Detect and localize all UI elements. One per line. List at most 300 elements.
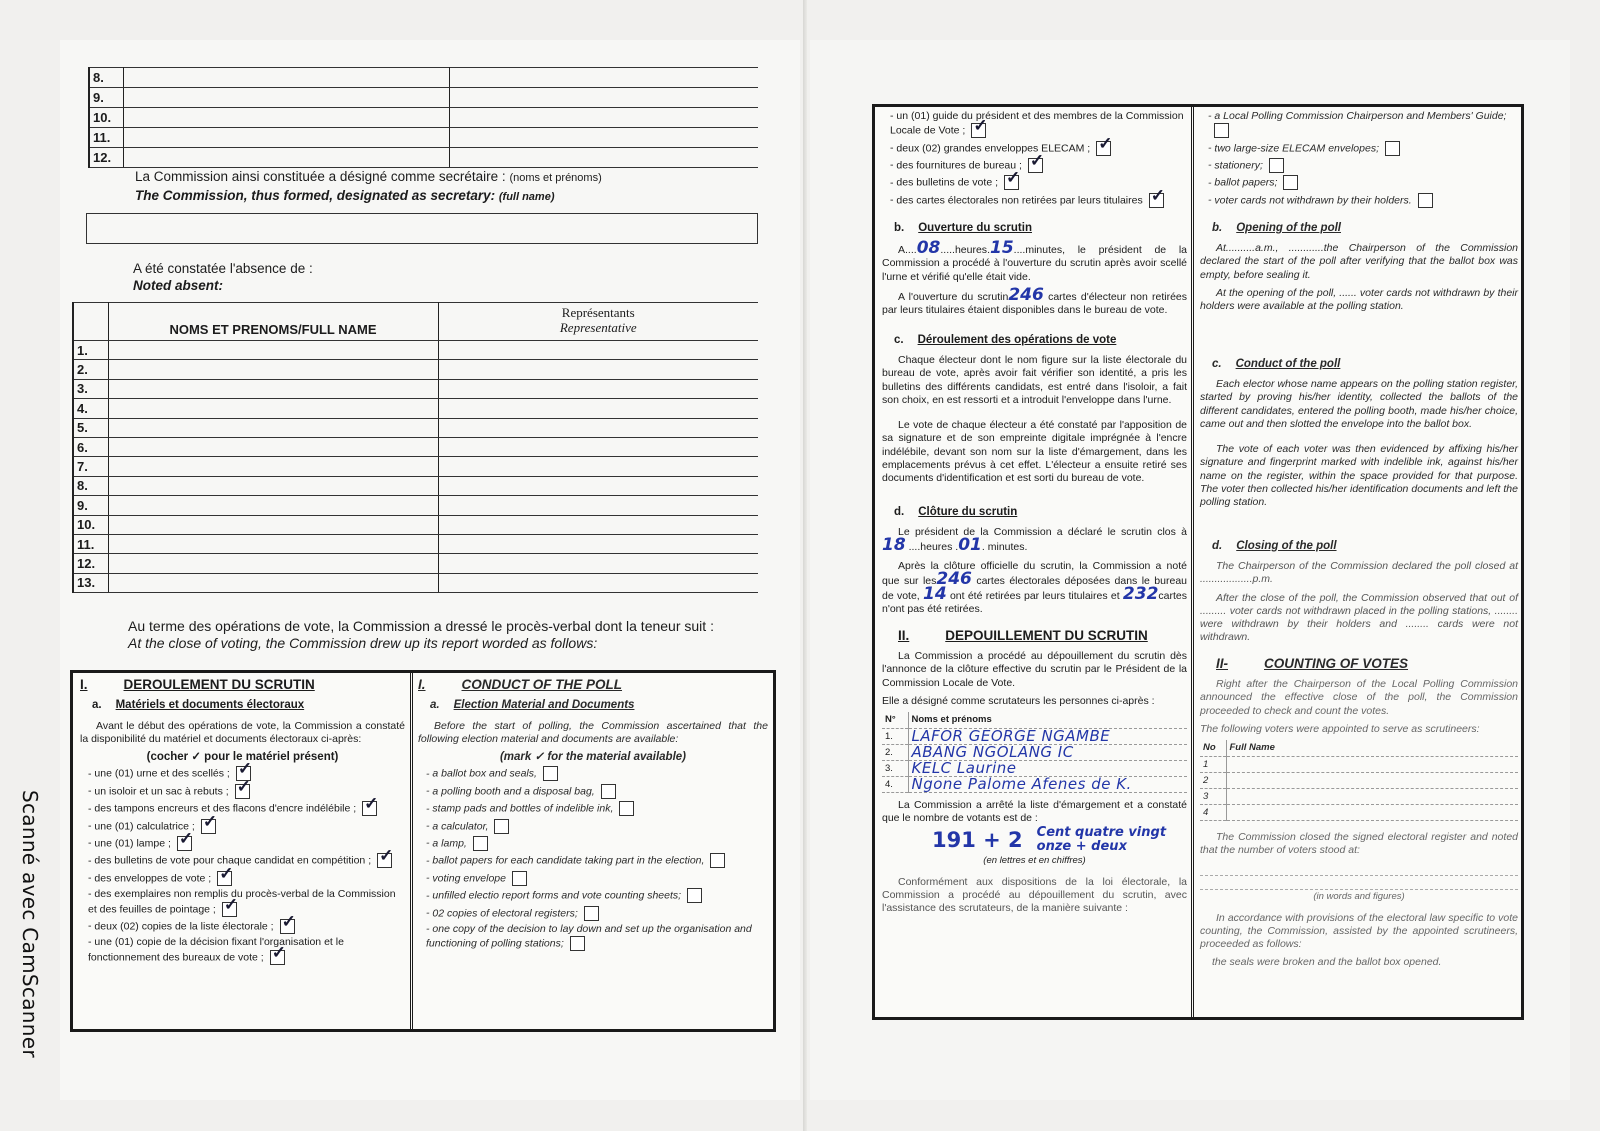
closing-paragraph-fr: Le président de la Commission a déclaré le scrutin clos à 18 ....heures .01. minutes. (882, 525, 1187, 556)
materials-checklist-fr (80, 766, 405, 964)
subsection-letter: a. (430, 699, 440, 712)
secondary-cell[interactable] (438, 476, 758, 495)
section-heading-fr (80, 678, 405, 691)
voters-count-note: (in words and figures) (1313, 891, 1405, 903)
row-number: 7. (73, 457, 108, 476)
section-number: I. (80, 677, 88, 692)
name-cell[interactable] (108, 496, 438, 515)
table-row (89, 108, 758, 128)
checkbox[interactable] (543, 766, 558, 781)
subsection-title: Ouverture du scrutin (918, 221, 1032, 234)
checklist-item (426, 923, 768, 951)
opening-cards-paragraph-en: At the opening of the poll, ...... voter cards not withdrawn by their holders were available at the polling station. (1200, 287, 1518, 313)
counting-paragraph-2: Elle a désigné comme scrutateurs les personnes ci-après : (882, 694, 1155, 707)
table-row (73, 399, 758, 418)
name-cell[interactable] (108, 573, 438, 592)
name-cell[interactable] (123, 128, 449, 148)
opening-paragraph-fr: A....08.....heures.15....minutes, le président de la Commission a procédé à l'ouverture du scrutin après avoir scellé l'urne et vérifié qu'elle était vide. (882, 238, 1187, 283)
table-row (73, 573, 758, 592)
checklist-item-label: ballot papers; (1214, 176, 1278, 189)
table-row (73, 496, 758, 515)
closing-cards-paragraph-en: After the close of the poll, the Commission observed that out of ......... voter cards not withdrawn placed in the polling stations, ........ were withdrawn by their holders and ........ cards were not withdrawn. (1200, 591, 1518, 644)
subsection-title: Conduct of the poll (1235, 357, 1341, 370)
checkbox[interactable] (235, 784, 250, 799)
text: A l'ouverture du scrutin (898, 291, 1009, 304)
section-number: I. (418, 677, 426, 692)
checklist-item (1208, 158, 1518, 173)
col-no: No (1200, 740, 1226, 756)
checkbox[interactable] (494, 819, 509, 834)
table-row (73, 457, 758, 476)
name-cell[interactable] (123, 108, 449, 128)
text: minutes, le président de la Commission a procédé à l'ouverture du scrutin après avoir scellé l'urne et vérifié qu'elle était vide. (882, 244, 1187, 283)
section-title: DEROULEMENT DU SCRUTIN (123, 677, 315, 692)
text: minutes. (987, 541, 1028, 554)
col-rep-en: Representative (559, 320, 637, 335)
secondary-cell[interactable] (438, 554, 758, 573)
counting-paragraph-5: the seals were broken and the ballot box opened. (1212, 956, 1442, 969)
scrutineer-name[interactable]: ABANG NGOLANG IC (908, 744, 1187, 760)
checkbox[interactable] (362, 801, 377, 816)
checklist-item (1208, 175, 1518, 190)
row-number: 10. (73, 515, 108, 534)
checklist-item (426, 853, 768, 868)
checklist-item-label: ballot papers for each candidate taking part in the election, (432, 854, 705, 867)
col-rep-fr: Représentants (561, 305, 635, 320)
table-row (73, 437, 758, 456)
checkbox[interactable] (217, 871, 232, 886)
checkbox[interactable] (1096, 141, 1111, 156)
section-number: II- (1216, 655, 1228, 671)
checkbox[interactable] (584, 906, 599, 921)
table-row (73, 534, 758, 553)
closing-minutes-field[interactable]: 01 (958, 535, 982, 556)
fr-column-right (882, 110, 1187, 920)
checkbox[interactable] (570, 936, 585, 951)
name-cell[interactable] (108, 476, 438, 495)
secondary-cell[interactable] (438, 418, 758, 437)
checklist-item-label: two large-size ELECAM envelopes; (1214, 141, 1379, 154)
opening-cards-field[interactable]: 246 (1008, 285, 1044, 306)
opening-heading-en (1212, 222, 1518, 235)
secondary-cell[interactable] (438, 534, 758, 553)
section-title: DEPOUILLEMENT DU SCRUTIN (945, 627, 1148, 643)
checklist-item-label: stamp pads and bottles of indelible ink, (432, 802, 614, 815)
name-cell[interactable] (123, 88, 449, 108)
subsection-title: Déroulement des opérations de vote (917, 333, 1117, 346)
scrutineer-row (1200, 772, 1518, 788)
col-name: Noms et prénoms (908, 712, 1187, 728)
subsection-heading-en (430, 699, 768, 712)
subsection-title: Opening of the poll (1236, 221, 1341, 234)
name-cell[interactable] (108, 341, 438, 360)
checklist-item (88, 853, 405, 868)
checkbox[interactable] (1385, 141, 1400, 156)
row-number: 3. (73, 379, 108, 398)
fr-column-materials (80, 678, 405, 967)
subsection-letter: b. (1212, 221, 1223, 234)
table-row (73, 418, 758, 437)
conduct-paragraph-1: Chaque électeur dont le nom figure sur la liste électorale du bureau de vote, après avoir fait vérifier son identité, a pris les bulletins des différents candidats, est entré dans l'isoloir, a fait son choix, en est ressorti et a introduit l'enveloppe dans l'urne. (882, 353, 1187, 406)
checkbox[interactable] (971, 123, 986, 138)
commission-members-table (88, 67, 758, 168)
table-row (73, 360, 758, 379)
checklist-item-label: a Local Polling Commission Chairperson and Members' Guide; (1214, 110, 1507, 122)
checkbox[interactable] (619, 801, 634, 816)
col-number (73, 303, 108, 341)
name-cell[interactable] (123, 148, 449, 168)
report-intro-fr: Au terme des opérations de vote, la Commission a dressé le procès-verbal dont la teneur suit : (128, 618, 714, 634)
checklist-item-label: voting envelope (432, 872, 506, 885)
scrutineer-name[interactable]: KELC Laurine (908, 760, 1187, 776)
counting-paragraph-2: The following voters were appointed to serve as scrutineers: (1200, 722, 1480, 735)
absent-label-fr: A été constatée l'absence de : (133, 261, 313, 276)
checklist-item (890, 193, 1187, 208)
row-number: 11. (89, 128, 123, 148)
closing-heading-fr (894, 506, 1187, 519)
checklist-item-label: une (01) lampe ; (94, 837, 171, 850)
secondary-cell[interactable] (438, 360, 758, 379)
counting-paragraph-4: Conformément aux dispositions de la loi électorale, la Commission a procédé au dépouillement du scrutin, avec l'assistance des scrutateurs, de la manière suivante : (882, 875, 1187, 915)
checkbox[interactable] (687, 888, 702, 903)
conduct-heading-en (1212, 358, 1518, 371)
subsection-title: Election Material and Documents (453, 699, 635, 712)
row-number: 12. (89, 148, 123, 168)
row-number: 2. (73, 360, 108, 379)
text: Le président de la Commission a déclaré le scrutin clos à (898, 525, 1187, 538)
checkbox[interactable] (377, 853, 392, 868)
name-cell[interactable] (108, 399, 438, 418)
secondary-cell[interactable] (438, 341, 758, 360)
row-number: 5. (73, 418, 108, 437)
checklist-item (88, 819, 405, 834)
table-row (89, 128, 758, 148)
scrutineer-name[interactable] (1226, 772, 1518, 788)
closing-hours-field[interactable]: 18 (882, 535, 906, 556)
checkbox[interactable] (1214, 123, 1229, 138)
name-cell[interactable] (108, 360, 438, 379)
name-cell[interactable] (108, 437, 438, 456)
row-number: 9. (89, 88, 123, 108)
scrutineer-name[interactable]: LAFOR GEORGE NGAMBE (908, 728, 1187, 744)
absent-members-table (72, 302, 758, 593)
text: heures (920, 541, 953, 554)
row-number: 13. (73, 573, 108, 592)
column-divider (410, 673, 415, 1029)
voters-count-field[interactable] (1200, 862, 1518, 876)
opening-heading-fr (894, 222, 1187, 235)
opening-paragraph-en: At..........a.m., ............the Chairperson of the Commission declared the start of the poll after verifying that the ballot box was empty, before sealing it. (1200, 242, 1518, 281)
secondary-cell[interactable] (449, 68, 758, 88)
checkbox[interactable] (177, 836, 192, 851)
voters-count-note: (en lettres et en chiffres) (983, 855, 1086, 867)
secondary-cell[interactable] (438, 515, 758, 534)
intro-paragraph: Before the start of polling, the Commission ascertained that the following election material and documents are available: (418, 719, 768, 745)
cards-not-withdrawn-field[interactable]: 232 (1122, 584, 1159, 605)
checklist-item-label: une (01) copie de la décision fixant l'organisation et le fonctionnement des bureaux de vote ; (88, 936, 344, 963)
voters-count-field-2[interactable] (1200, 876, 1518, 890)
secretary-label (135, 168, 602, 206)
materials-checklist-en-cont (1200, 110, 1518, 208)
secretary-note-en: (full name) (498, 191, 555, 203)
checklist-item (890, 175, 1187, 190)
voters-count-paragraph: The Commission closed the signed electoral register and noted that the number of voters stood at: (1200, 830, 1518, 856)
intro-paragraph: Avant le début des opérations de vote, la Commission a constaté la disponibilité du matériel et documents électoraux ci-après: (80, 719, 405, 745)
checklist-item-label: un (01) guide du président et des membres de la Commission Locale de Vote ; (890, 110, 1184, 137)
subsection-letter: c. (1212, 357, 1222, 370)
checkbox[interactable] (601, 784, 616, 799)
checklist-item (88, 836, 405, 851)
text: A (898, 244, 906, 257)
secondary-cell[interactable] (438, 399, 758, 418)
table-row (89, 88, 758, 108)
checklist-item-label: unfilled electio report forms and vote counting sheets; (432, 889, 682, 902)
conduct-heading-fr (894, 334, 1187, 347)
checklist-item (88, 784, 405, 799)
name-cell[interactable] (108, 418, 438, 437)
materials-checklist-fr-cont (882, 110, 1187, 208)
scrutineers-table-en (1200, 740, 1518, 821)
secretary-label-fr: La Commission ainsi constituée a désigné comme secrétaire : (135, 169, 506, 184)
report-intro-en: At the close of voting, the Commission drew up its report worded as follows: (128, 635, 598, 651)
scrutineer-row (882, 760, 1187, 776)
row-number: 8. (73, 476, 108, 495)
scrutineers-table-fr (882, 712, 1187, 793)
checklist-item (88, 888, 405, 916)
checklist-item-label: une (01) calculatrice ; (94, 819, 195, 832)
counting-paragraph-4: In accordance with provisions of the electoral law specific to vote counting, the Commission, assisted by the appointed scrutineers, proceeded as follows: (1200, 911, 1518, 951)
conduct-paragraph-2: Le vote de chaque électeur a été constaté par l'apposition de sa signature et de son empreinte digitale imprégnée à l'encre indélébile, devant son nom sur la liste d'émargement, dans les emplacements prévus à cet effet. L'électeur a ensuite retiré ses documents d'identification et est sorti du bureau de vote. (882, 419, 1187, 485)
en-column-materials (418, 678, 768, 954)
secondary-cell[interactable] (438, 437, 758, 456)
checklist-item-label: des bulletins de vote ; (896, 176, 998, 189)
scrutineer-row (1200, 756, 1518, 772)
section-title: CONDUCT OF THE POLL (461, 677, 623, 692)
camscanner-watermark: Scanné avec CamScanner (18, 790, 42, 1058)
subsection-title: Clôture du scrutin (918, 505, 1018, 518)
row-number: 10. (89, 108, 123, 128)
name-cell[interactable] (108, 457, 438, 476)
row-number: 12. (73, 554, 108, 573)
voters-count-field[interactable] (882, 826, 1187, 854)
checkbox[interactable] (1418, 193, 1433, 208)
secondary-cell[interactable] (449, 88, 758, 108)
checklist-item (88, 801, 405, 816)
book-spine (803, 0, 807, 1131)
subsection-letter: b. (894, 221, 905, 234)
secondary-cell[interactable] (449, 108, 758, 128)
col-representative (438, 303, 758, 341)
closing-paragraph-en: The Chairperson of the Commission declared the poll closed at ..................p.m. (1200, 559, 1518, 586)
subsection-title: Matériels et documents électoraux (115, 699, 305, 712)
checkbox[interactable] (1283, 175, 1298, 190)
row-number: 1. (73, 341, 108, 360)
secondary-cell[interactable] (449, 128, 758, 148)
secretary-name-field[interactable] (86, 213, 758, 244)
name-cell[interactable] (108, 554, 438, 573)
checkbox[interactable] (280, 919, 295, 934)
checklist-item-label: a lamp, (432, 837, 467, 850)
checklist-item-label: des bulletins de vote pour chaque candidat en compétition ; (94, 854, 372, 867)
subsection-letter: d. (894, 505, 905, 518)
secondary-cell[interactable] (449, 148, 758, 168)
scrutineer-row (882, 744, 1187, 760)
checkbox[interactable] (473, 836, 488, 851)
checklist-item (890, 158, 1187, 173)
checkbox[interactable] (222, 902, 237, 917)
report-intro (128, 618, 714, 652)
counting-paragraph-1: La Commission a procédé au dépouillement du scrutin dès l'annonce de la clôture effective du scrutin par le Président de la Commission Locale de Vote. (882, 649, 1187, 689)
row-number: 11. (73, 534, 108, 553)
row-number: 2 (1200, 772, 1226, 788)
check-instruction: (mark ✓ for the material available) (499, 751, 687, 764)
opening-hours-field[interactable]: 08 (916, 238, 941, 259)
subsection-title: Closing of the poll (1236, 539, 1337, 552)
opening-cards-paragraph-fr (882, 285, 1188, 318)
counting-paragraph-1: Right after the Chairperson of the Local Polling Commission announced the effective close of the poll, the Commission proceeded to check and count the votes. (1200, 677, 1518, 717)
secondary-cell[interactable] (438, 573, 758, 592)
col-full-name: NOMS ET PRENOMS/FULL NAME (108, 303, 438, 341)
checklist-item (1208, 110, 1518, 138)
row-number: 3 (1200, 788, 1226, 804)
row-number: 2. (882, 744, 908, 760)
check-instruction: (cocher ✓ pour le matériel présent) (146, 751, 339, 764)
scrutineer-name[interactable]: Ngone Palome Afenes de K. (908, 776, 1187, 792)
scrutineer-row (882, 728, 1187, 744)
text: cartes électorales déposées dans le bureau de vote, (882, 574, 1187, 603)
table-row (89, 68, 758, 88)
secondary-cell[interactable] (438, 496, 758, 515)
row-number: 9. (73, 496, 108, 515)
text: heures (954, 244, 988, 257)
row-number: 4. (882, 776, 908, 792)
table-row (73, 379, 758, 398)
checklist-item-label: a calculator, (432, 819, 489, 832)
scrutineer-row (1200, 788, 1518, 804)
name-cell[interactable] (123, 68, 449, 88)
name-cell[interactable] (108, 534, 438, 553)
scrutineer-row (1200, 804, 1518, 820)
checklist-item (88, 871, 405, 886)
checklist-item (88, 919, 405, 934)
checklist-item-label: un isoloir et un sac à rebuts ; (94, 785, 229, 798)
closing-heading-en (1212, 540, 1518, 553)
materials-checklist-en (418, 766, 768, 951)
checklist-item-label: stationery; (1214, 159, 1263, 172)
row-number: 4. (73, 399, 108, 418)
en-column-right (1200, 110, 1518, 970)
column-divider (1191, 107, 1196, 1017)
row-number: 1 (1200, 756, 1226, 772)
subsection-heading-fr (92, 699, 405, 712)
subsection-letter: c. (894, 333, 904, 346)
checkbox[interactable] (512, 871, 527, 886)
voters-words: Cent quatre vingt onze + deux (1036, 825, 1167, 855)
opening-minutes-field[interactable]: 15 (989, 238, 1014, 259)
checklist-item (426, 766, 768, 781)
checkbox[interactable] (1004, 175, 1019, 190)
voters-figures: 191 + 2 (932, 827, 1023, 852)
conduct-paragraph-2: The vote of each voter was then evidenced by affixing his/her signature and fingerprint marked with indelible ink, against his/her name on the register, within the space provided for that purpose. The voter then collected his/her identification documents and left the polling station. (1200, 443, 1518, 509)
checklist-item-label: a polling booth and a disposal bag, (432, 785, 595, 798)
checklist-item-label: des fournitures de bureau ; (896, 159, 1022, 172)
row-number: 8. (89, 68, 123, 88)
checklist-item (426, 906, 768, 921)
secretary-note-fr: (noms et prénoms) (509, 172, 602, 184)
section-number: II. (898, 627, 910, 643)
scrutineer-name[interactable] (1226, 788, 1518, 804)
checklist-item (426, 784, 768, 799)
checkbox[interactable] (1028, 158, 1043, 173)
secretary-label-en: The Commission, thus formed, designated as secretary: (135, 188, 496, 203)
checklist-item (88, 936, 405, 964)
text: cartes n'ont pas été retirées. (882, 590, 1187, 616)
absent-label (133, 260, 313, 294)
checklist-item (426, 819, 768, 834)
counting-heading-fr (898, 629, 1187, 642)
checklist-item (426, 888, 768, 903)
checklist-item (426, 836, 768, 851)
checkbox[interactable] (201, 819, 216, 834)
text: Après la clôture officielle du scrutin, la Commission a noté que sur les (882, 559, 1187, 587)
checklist-item-label: deux (02) grandes enveloppes ELECAM ; (896, 141, 1091, 154)
checklist-item-label: une (01) urne et des scellés ; (94, 767, 230, 780)
table-row (73, 476, 758, 495)
scrutineer-name[interactable] (1226, 804, 1518, 820)
secondary-cell[interactable] (438, 457, 758, 476)
counting-heading-en (1216, 657, 1518, 670)
checkbox[interactable] (1269, 158, 1284, 173)
row-number: 1. (882, 728, 908, 744)
absent-label-en: Noted absent: (133, 278, 224, 293)
scrutineer-name[interactable] (1226, 756, 1518, 772)
col-no: N° (882, 712, 908, 728)
text: cartes d'électeur non retirées par leurs titulaires étaient disponibles dans le bureau de vote. (882, 291, 1188, 317)
checklist-item (1208, 141, 1518, 156)
section-title: COUNTING OF VOTES (1264, 655, 1409, 671)
checklist-item-label: des enveloppes de vote ; (94, 872, 212, 885)
section-heading-en (418, 678, 768, 691)
cards-withdrawn-field[interactable]: 14 (923, 584, 947, 605)
checkbox[interactable] (710, 853, 725, 868)
checklist-item-label: des tampons encreurs et des flacons d'encre indélébile ; (94, 802, 357, 815)
name-cell[interactable] (108, 515, 438, 534)
subsection-letter: d. (1212, 539, 1223, 552)
checklist-item-label: deux (02) copies de la liste électorale ; (94, 920, 274, 933)
row-number: 4 (1200, 804, 1226, 820)
checklist-item-label: voter cards not withdrawn by their holders. (1214, 194, 1412, 207)
checklist-item (890, 110, 1187, 138)
checkbox[interactable] (1149, 193, 1164, 208)
checklist-item-label: 02 copies of electoral registers; (432, 906, 578, 919)
checkbox[interactable] (270, 950, 285, 965)
name-cell[interactable] (108, 379, 438, 398)
table-row (73, 341, 758, 360)
checklist-item (1208, 193, 1518, 208)
row-number: 3. (882, 760, 908, 776)
checklist-item-label: des cartes électorales non retirées par leurs titulaires (896, 194, 1143, 207)
scrutineer-row (882, 776, 1187, 792)
secondary-cell[interactable] (438, 379, 758, 398)
row-number: 6. (73, 437, 108, 456)
subsection-letter: a. (92, 699, 102, 712)
checklist-item-label: des exemplaires non remplis du procès-verbal de la Commission et des feuilles de pointage ; (88, 888, 396, 915)
table-row (89, 148, 758, 168)
table-row (73, 515, 758, 534)
col-name: Full Name (1226, 740, 1518, 756)
checklist-item-label: a ballot box and seals, (432, 767, 537, 780)
cards-deposited-field[interactable]: 246 (936, 568, 972, 589)
